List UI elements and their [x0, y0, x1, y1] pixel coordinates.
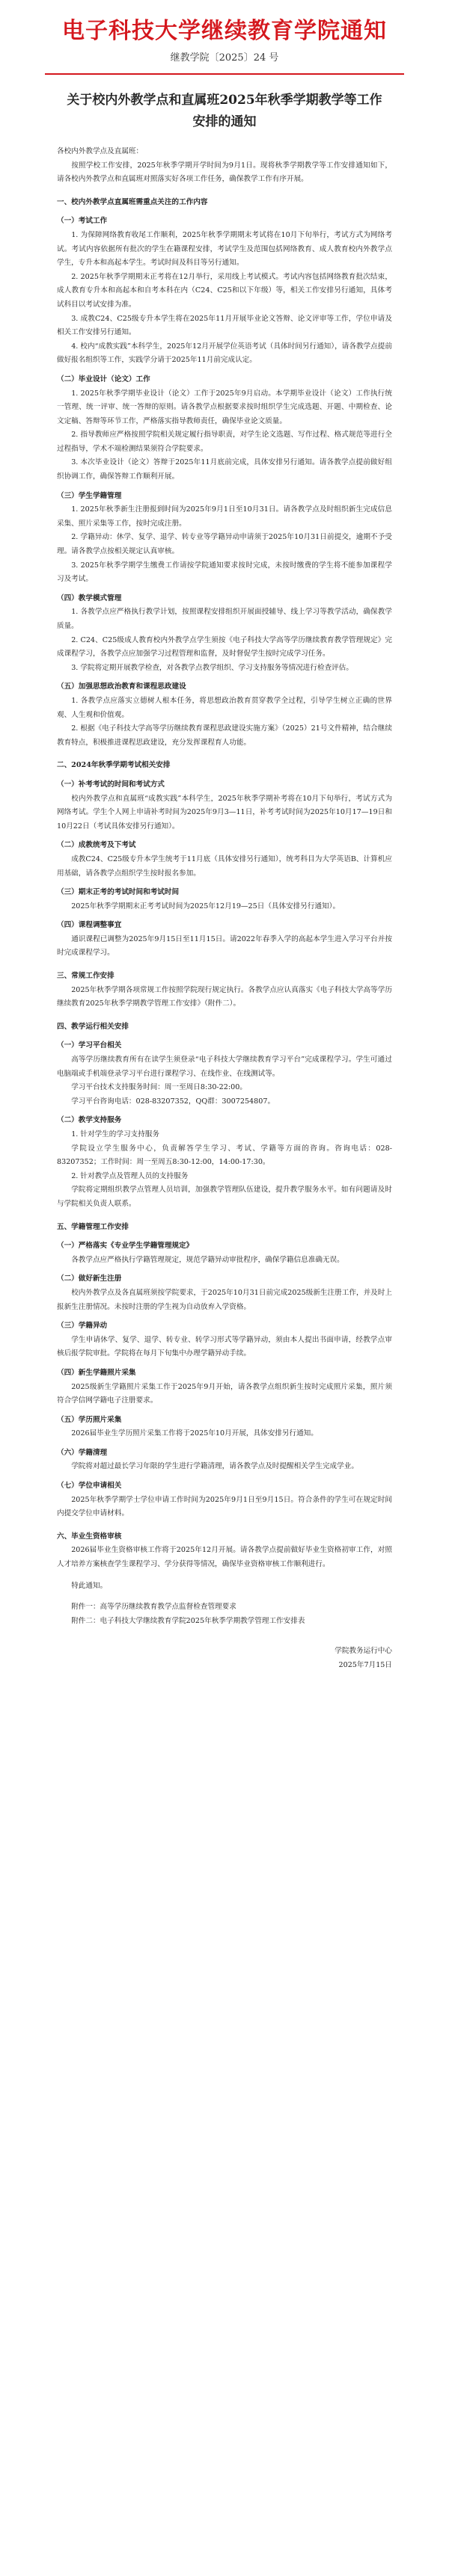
- signature-office: 学院教务运行中心: [335, 1647, 392, 1656]
- signature-date: 2025年7月15日: [338, 1661, 392, 1669]
- body-paragraph: 2025级新生学籍照片采集工作于2025年9月开始，请各教学点组织新生按时完成照片采集，照片须符合学信网学籍电子注册要求。: [57, 1382, 392, 1405]
- body-paragraph: 学习平台咨询电话：028-83207352，QQ群：3007254807。: [71, 1097, 275, 1106]
- body-paragraph: 2025年秋季学期学士学位申请工作时间为2025年9月1日至9月15日。符合条件的学生可在规定时间内提交学位申请材料。: [57, 1495, 392, 1518]
- body-paragraph: 2. 2025年秋季学期期末正考将在12月举行，采用线上考试模式。考试内容包括网络教育批次结束，成人教育专升本和高起本和自考本科在内（C24、C25和以下年级）等，相关工作安排另行通知，具体考试科目以考试安排为准。: [57, 272, 392, 309]
- red-divider-line: [45, 73, 404, 75]
- signature-block: [0, 1645, 392, 1672]
- section-heading: 一、校内外教学点直属班需重点关注的工作内容: [57, 197, 208, 206]
- doc-number: 继教学院〔2025〕24 号: [170, 52, 279, 64]
- section-heading: 五、学籍管理工作安排: [57, 1222, 129, 1231]
- body-paragraph: 3. 学院将定期开展教学检查，对各教学点教学组织、学习支持服务等情况进行检查评估。: [71, 663, 353, 672]
- subsection-heading: （四）新生学籍照片采集: [57, 1368, 136, 1377]
- body-paragraph: 校内外教学点和直属班“成教实践”本科学生，2025年秋季学期补考将在10月下旬举行，考试方式为网络考试。学生个人网上申请补考时间为2025年9月3—11日，补考考试时间为2025年10月17—19日和10月22日（考试具体安排另行通知）。: [57, 794, 392, 831]
- section-heading: 六、毕业生资格审核: [57, 1532, 122, 1541]
- body-paragraph: 学生申请休学、复学、退学、转专业、转学习形式等学籍异动，须由本人提出书面申请，经教学点审核后报学院审批。学院将在每月下旬集中办理学籍异动手续。: [57, 1335, 392, 1358]
- body-paragraph: 学习平台技术支持服务时间：周一至周日8:30-22:00。: [71, 1083, 247, 1092]
- subsection-heading: （三）期末正考的考试时间和考试时间: [57, 888, 180, 897]
- subsection-heading: （五）学历照片采集: [57, 1415, 122, 1424]
- body-paragraph: 成教C24、C25级专升本学生统考于11月底（具体安排另行通知），统考科目为大学英语B、计算机应用基础，请各教学点组织学生按时报名参加。: [57, 854, 392, 878]
- body-paragraph: 学院设立学生服务中心，负责解答学生学习、考试、学籍等方面的咨询。咨询电话：028-83207352；工作时间：周一至周五8:30-12:00，14:00-17:30。: [57, 1144, 392, 1167]
- body-paragraph: 学院将定期组织教学点管理人员培训，加强教学管理队伍建设，提升教学服务水平。如有问题请及时与学院相关负责人联系。: [57, 1186, 392, 1208]
- subsection-heading: （二）教学支持服务: [57, 1116, 122, 1125]
- subsection-heading: （六）学籍清理: [57, 1448, 108, 1457]
- body-paragraph: 1. 为保障网络教育收尾工作顺利，2025年秋季学期期末考试将在10月下旬举行，考试方式为网络考试。考试内容依据所有批次的学生在籍课程安排，考试学生及范围包括网络教育、成人教育校内外教学点学生，专升本和高起本学生。考试时间及科目等另行通知。: [57, 230, 392, 268]
- intro-paragraph: 按照学校工作安排，2025年秋季学期开学时间为9月1日。现将秋季学期教学等工作安排通知如下，请各校内外教学点和直属班对照落实好各项工作任务，确保教学工作有序开展。: [57, 161, 392, 184]
- notice-title: 关于校内外教学点和直属班2025年秋季学期教学等工作安排的通知: [67, 93, 382, 129]
- body-paragraph: 1. 各教学点应严格执行教学计划，按照课程安排组织开展面授辅导、线上学习等教学活动，确保教学质量。: [57, 608, 392, 630]
- closing-text: 特此通知。: [71, 1581, 108, 1590]
- subsection-heading: （一）补考考试的时间和考试方式: [57, 780, 165, 789]
- body-paragraph: 学院将对超过最长学习年限的学生进行学籍清理，请各教学点及时提醒相关学生完成学业。: [71, 1462, 358, 1471]
- subsection-heading: （三）学生学籍管理: [57, 491, 122, 500]
- body-paragraph: 3. 本次毕业设计（论文）答辩于2025年11月底前完成，具体安排另行通知。请各教学点提前做好组织协调工作，确保答辩工作顺利开展。: [57, 458, 392, 481]
- subsection-heading: （一）学习平台相关: [57, 1041, 122, 1050]
- org-title: 电子科技大学继续教育学院通知: [62, 18, 387, 44]
- attachment-item: 附件一：高等学历继续教育教学点监督检查管理要求: [71, 1603, 236, 1612]
- body-paragraph: 3. 成教C24、C25级专升本学生将在2025年11月开展毕业论文答辩、论文评审等工作，学位申请及相关工作安排另行通知。: [57, 314, 392, 337]
- body-paragraph: 2025年秋季学期期末正考考试时间为2025年12月19—25日（具体安排另行通知）。: [71, 902, 340, 910]
- subsection-heading: （一）严格落实《专业学生学籍管理规定》: [57, 1242, 194, 1251]
- salutation: 各校内外教学点及直属班：: [57, 147, 144, 155]
- section-heading: 三、常规工作安排: [57, 972, 114, 981]
- body-paragraph: 2. 针对教学点及管理人员的支持服务: [71, 1171, 189, 1180]
- subsection-heading: （三）学籍异动: [57, 1322, 108, 1331]
- body-paragraph: 2025年秋季学期各项常规工作按照学院现行规定执行。各教学点应认真落实《电子科技大学高等学历继续教育2025年秋季学期教学管理工作安排》（附件二）。: [57, 985, 392, 1008]
- subsection-heading: （四）教学模式管理: [57, 594, 122, 603]
- section-heading: 四、教学运行相关安排: [57, 1022, 129, 1031]
- subsection-heading: （二）成教统考及下考试: [57, 841, 136, 850]
- body-paragraph: 4. 校内“成教实践”本科学生，2025年12月开展学位英语考试（具体时间另行通知），请各教学点提前做好报名组织等工作，实践学分请于2025年11月前完成认定。: [57, 342, 392, 365]
- notice-body: [57, 145, 392, 1628]
- body-paragraph: 2. C24、C25级成人教育校内外教学点学生须按《电子科技大学高等学历继续教育教学管理规定》完成课程学习，各教学点应加强学习过程管理和监督，及时督促学生按时完成学习任务。: [57, 635, 392, 659]
- attachment-item: 附件二：电子科技大学继续教育学院2025年秋季学期教学管理工作安排表: [71, 1616, 305, 1625]
- body-paragraph: 2026届毕业生学历照片采集工作将于2025年10月开展，具体安排另行通知。: [71, 1429, 318, 1438]
- section-heading: 二、2024年秋季学期考试相关安排: [57, 761, 171, 770]
- body-paragraph: 1. 各教学点应落实立德树人根本任务，将思想政治教育贯穿教学全过程，引导学生树立正确的世界观、人生观和价值观。: [57, 696, 392, 719]
- body-paragraph: 各教学点应严格执行学籍管理规定，规范学籍异动审批程序，确保学籍信息准确无误。: [71, 1255, 344, 1264]
- body-paragraph: 高等学历继续教育所有在读学生须登录“电子科技大学继续教育学习平台”完成课程学习。学生可通过电脑端或手机端登录学习平台进行课程学习、在线作业、在线测试等。: [57, 1056, 392, 1078]
- body-paragraph: 3. 2025年秋季学期学生缴费工作请按学院通知要求按时完成，未按时缴费的学生将不能参加课程学习及考试。: [57, 561, 392, 584]
- subsection-heading: （七）学位申请相关: [57, 1482, 122, 1491]
- subsection-heading: （二）毕业设计（论文）工作: [57, 375, 150, 383]
- spacer: [57, 1593, 392, 1600]
- body-paragraph: 2. 指导教师应严格按照学院相关规定履行指导职责，对学生论文选题、写作过程、格式规范等进行全过程指导，学术不端检测结果须符合学院要求。: [57, 431, 392, 453]
- body-paragraph: 2. 学籍异动：休学、复学、退学、转专业等学籍异动申请须于2025年10月31日前提交，逾期不予受理。请各教学点按相关规定认真审核。: [57, 533, 392, 556]
- subsection-heading: （五）加强思想政治教育和课程思政建设: [57, 682, 186, 691]
- body-paragraph: 1. 针对学生的学习支持服务: [71, 1130, 159, 1138]
- subsection-heading: （二）做好新生注册: [57, 1275, 122, 1284]
- body-paragraph: 2. 根据《电子科技大学高等学历继续教育课程思政建设实施方案》（2025）21号文件精神，结合继续教育特点，积极推进课程思政建设，充分发挥课程育人功能。: [57, 724, 392, 747]
- body-paragraph: 1. 2025年秋季学期毕业设计（论文）工作于2025年9月启动。本学期毕业设计（论文）工作执行统一管理、统一评审、统一答辩的原则。请各教学点根据要求按时组织学生完成选题、开题、中期检查、论文定稿、答辩等环节工作，严格落实指导教师责任，确保毕业论文质量。: [57, 389, 392, 425]
- body-paragraph: 校内外教学点及各直属班须按学院要求，于2025年10月31日前完成2025级新生注册工作，并及时上报新生注册情况。未按时注册的学生视为自动放弃入学资格。: [57, 1288, 392, 1311]
- red-header: [0, 0, 449, 75]
- subsection-heading: （四）课程调整事宜: [57, 921, 122, 930]
- body-paragraph: 通识课程已调整为2025年9月15日至11月15日。请2022年春季入学的高起本学生进入学习平台并按时完成课程学习。: [57, 934, 392, 958]
- subsection-heading: （一）考试工作: [57, 217, 108, 226]
- sections-container: [57, 196, 392, 1572]
- body-paragraph: 1. 2025年秋季新生注册报到时间为2025年9月1日至10月31日。请各教学点及时组织新生完成信息采集、照片采集等工作，按时完成注册。: [57, 505, 392, 528]
- attachments-list: [57, 1600, 392, 1628]
- body-paragraph: 2026届毕业生资格审核工作将于2025年12月开展。请各教学点提前做好毕业生资格初审工作，对照人才培养方案核查学生课程学习、学分获得等情况，确保毕业资格审核工作顺利进行。: [57, 1546, 392, 1569]
